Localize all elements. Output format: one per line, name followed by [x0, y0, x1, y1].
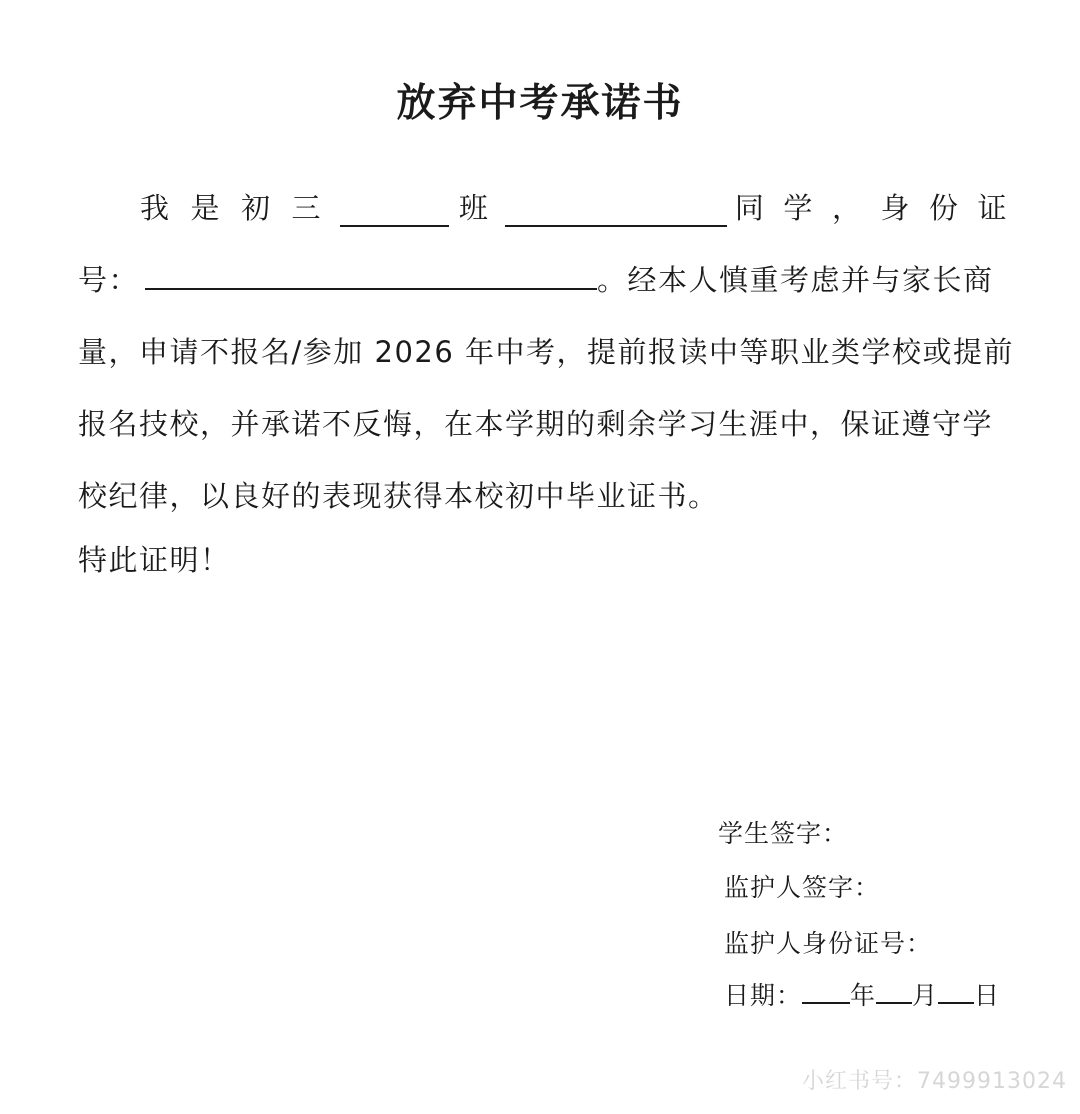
text-tong: 同 — [734, 191, 766, 225]
guardian-signature-label: 监护人签字： — [724, 873, 881, 902]
closing-statement: 特此证明！ — [78, 543, 231, 577]
statement-line-1 — [78, 186, 1008, 227]
id-number-blank[interactable] — [145, 262, 597, 290]
text-shi: 是 — [190, 191, 222, 225]
year-label: 年 — [850, 981, 877, 1010]
text-chu: 初 — [241, 191, 272, 225]
day-label: 日 — [974, 981, 1001, 1010]
text-san: 三 — [291, 191, 323, 225]
text-wo: 我 — [140, 191, 171, 225]
id-number-label: 号： — [78, 263, 140, 297]
guardian-id-label: 监护人身份证号： — [724, 929, 933, 958]
text-fen: 份 — [928, 191, 960, 225]
text-shen: 身 — [880, 191, 911, 225]
text-zheng: 证 — [977, 191, 1008, 225]
class-number-blank[interactable] — [340, 199, 449, 227]
statement-line-4: 报名技校，并承诺不反悔，在本学期的剩余学习生涯中，保证遵守学 — [78, 407, 994, 441]
student-name-blank[interactable] — [505, 199, 726, 227]
statement-line-5: 校纪律，以良好的表现获得本校初中毕业证书。 — [78, 479, 719, 513]
month-blank[interactable] — [876, 980, 912, 1004]
day-blank[interactable] — [938, 980, 974, 1004]
year-blank[interactable] — [802, 980, 850, 1004]
month-label: 月 — [912, 981, 939, 1010]
text-ban: 班 — [458, 191, 490, 225]
statement-line-2-rest: 。经本人慎重考虑并与家长商 — [597, 263, 994, 297]
date-label: 日期： — [724, 981, 803, 1010]
text-comma: ， — [831, 191, 863, 225]
watermark-text: 小红书号：7499913024 — [802, 1069, 1067, 1094]
statement-line-2 — [78, 258, 994, 299]
statement-line-3: 量，申请不报名/参加 2026 年中考，提前报读中等职业类学校或提前 — [78, 335, 1015, 369]
student-signature-label: 学生签字： — [718, 819, 849, 848]
date-line — [724, 976, 1000, 1012]
text-xue: 学 — [783, 191, 814, 225]
document-title: 放弃中考承诺书 — [396, 80, 684, 126]
